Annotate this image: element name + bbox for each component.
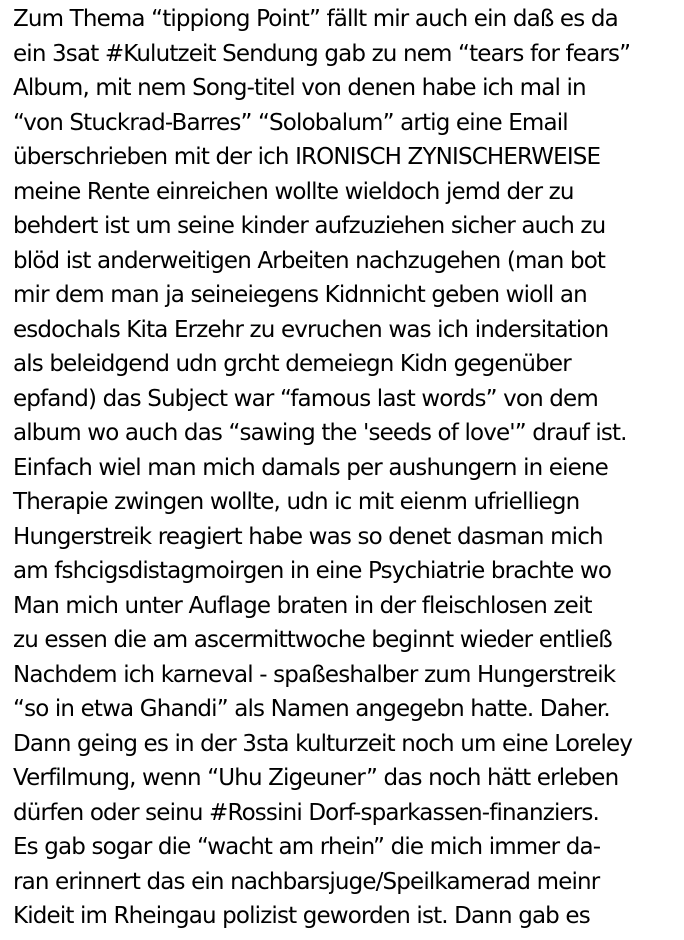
- text-line: zu essen die am ascermittwoche beginnt wieder entließ: [13, 627, 612, 653]
- text-line: “von Stuckrad-Barres” “Solobalum” artig eine Email: [13, 109, 568, 136]
- text-line: Album, mit nem Song-titel von denen habe ich mal in: [13, 75, 586, 101]
- text-line: Verfilmung, wenn “Uhu Zigeuner” das noch hätt erleben: [13, 765, 619, 791]
- text-line: Therapie zwingen wollte, udn ic mit eienm ufrielliegn: [13, 489, 580, 515]
- text-line: Es gab sogar die “wacht am rhein” die mich immer da-: [13, 834, 601, 860]
- text-line: Einfach wiel man mich damals per aushungern in eiene: [13, 454, 608, 481]
- text-line: Zum Thema “tippiong Point” fällt mir auch ein daß es da: [13, 6, 618, 32]
- text-line: “so in etwa Ghandi” als Namen angegebn hatte. Daher.: [13, 696, 610, 722]
- text-line: blöd ist anderweitigen Arbeiten nachzugehen (man bot: [13, 247, 606, 274]
- text-line: esdochals Kita Erzehr zu evruchen was ich indersitation: [13, 316, 609, 343]
- text-line: Nachdem ich karneval - spaßeshalber zum Hungerstreik: [13, 661, 616, 688]
- text-line: Man mich unter Auflage braten in der fleischlosen zeit: [13, 592, 592, 619]
- text-line: Kideit im Rheingau polizist geworden ist. Dann gab es: [13, 903, 590, 929]
- text-line: mir dem man ja seineiegens Kidnnicht geben wioll an: [13, 282, 587, 308]
- text-line: epfand) das Subject war “famous last words” von dem: [13, 385, 598, 412]
- body-text: [13, 2, 681, 934]
- text-line: überschrieben mit der ich IRONISCH ZYNISCHERWEISE: [13, 144, 601, 170]
- text-line: ein 3sat #Kulutzeit Sendung gab zu nem “tears for fears”: [13, 40, 631, 67]
- text-line: ran erinnert das ein nachbarsjuge/Speilkamerad meinr: [13, 868, 600, 895]
- text-line: dürfen oder seinu #Rossini Dorf-sparkassen-finanziers.: [13, 799, 599, 826]
- text-line: am fshcigsdistagmoirgen in eine Psychiatrie brachte wo: [13, 558, 612, 584]
- text-line: album wo auch das “sawing the 'seeds of love'” drauf ist.: [13, 420, 627, 446]
- text-line: Hungerstreik reagiert habe was so denet dasman mich: [13, 523, 603, 550]
- text-line: behdert ist um seine kinder aufzuziehen sicher auch zu: [13, 213, 606, 239]
- text-line: als beleidgend udn grcht demeiegn Kidn gegenüber: [13, 351, 571, 377]
- text-line: Dann geing es in der 3sta kulturzeit noch um eine Loreley: [13, 730, 633, 757]
- text-line: meine Rente einreichen wollte wieldoch jemd der zu: [13, 178, 574, 205]
